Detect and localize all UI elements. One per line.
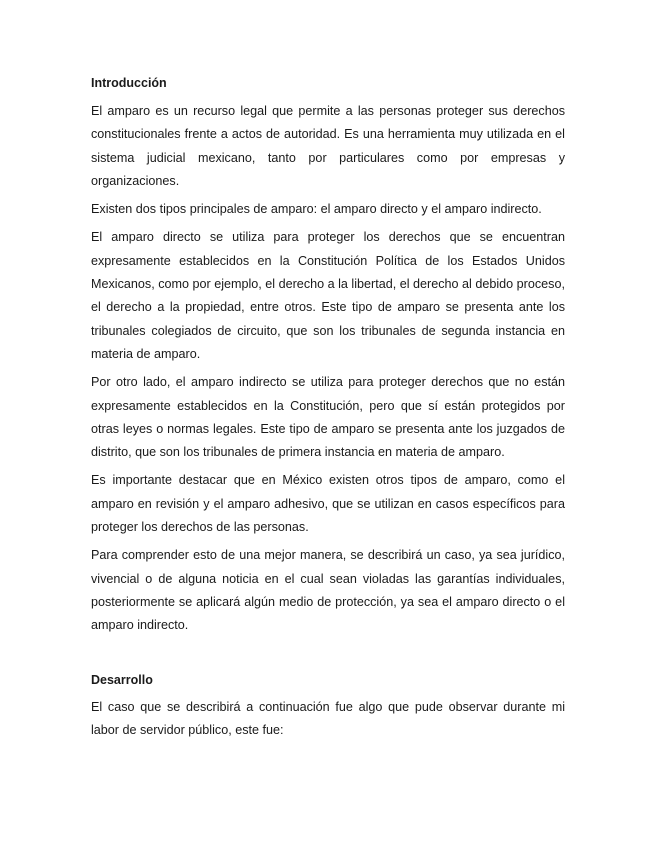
- paragraph-intro-6: Para comprender esto de una mejor manera, se describirá un caso, ya sea jurídico, vivencial o de alguna noticia en el cual sean violadas las garantías individuales, posteriormente se aplicará algún medio de protección, ya sea el amparo directo o el amparo indirecto.: [91, 548, 565, 633]
- document-page: [91, 74, 565, 742]
- heading-introduccion: Introducción: [91, 76, 167, 90]
- paragraph-desarrollo-1: El caso que se describirá a continuación fue algo que pude observar durante mi labor de servidor público, este fue:: [91, 699, 565, 737]
- paragraph-intro-3: El amparo directo se utiliza para proteger los derechos que se encuentran expresamente establecidos en la Constitución Política de los Estados Unidos Mexicanos, como por ejemplo, el derecho a la libertad, el derecho al debido proceso, el derecho a la propiedad, entre otros. Este tipo de amparo se presenta ante los tribunales colegiados de circuito, que son los tribunales de segunda instancia en materia de amparo.: [91, 230, 565, 361]
- heading-desarrollo: Desarrollo: [91, 672, 153, 687]
- paragraph-intro-4: Por otro lado, el amparo indirecto se utiliza para proteger derechos que no están expresamente establecidos en la Constitución, pero que sí están protegidos por otras leyes o normas legales. Este tipo de amparo se presenta ante los juzgados de distrito, que son los tribunales de primera instancia en materia de amparo.: [91, 375, 565, 460]
- paragraph-intro-1: El amparo es un recurso legal que permite a las personas proteger sus derechos constitucionales frente a actos de autoridad. Es una herramienta muy utilizada en el sistema judicial mexicano, tanto por particulares como por empresas y organizaciones.: [91, 104, 565, 188]
- paragraph-intro-5: Es importante destacar que en México existen otros tipos de amparo, como el amparo en revisión y el amparo adhesivo, que se utilizan en casos específicos para proteger los derechos de las personas.: [91, 473, 565, 535]
- paragraph-intro-2: Existen dos tipos principales de amparo: el amparo directo y el amparo indirecto.: [91, 202, 542, 217]
